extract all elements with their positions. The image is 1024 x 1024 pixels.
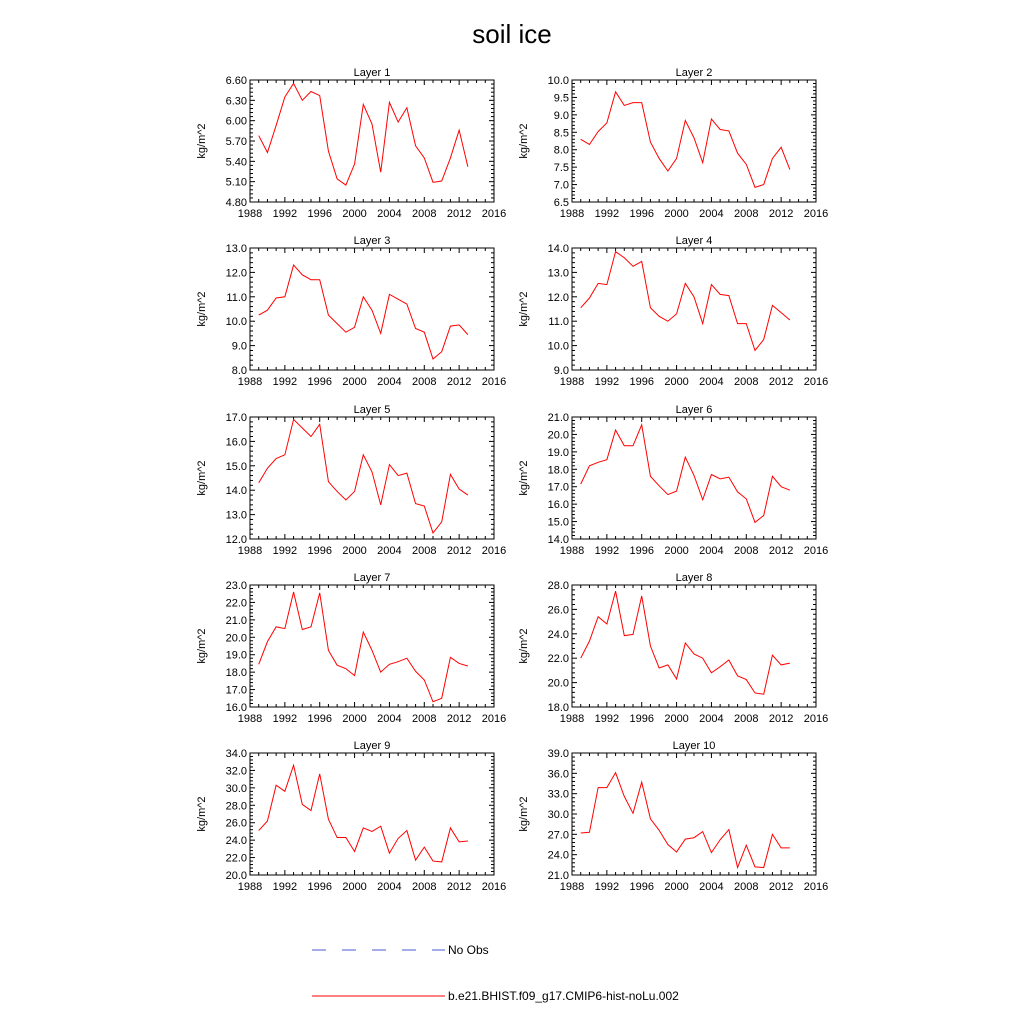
legend bbox=[312, 943, 679, 1003]
series-line-model-run bbox=[259, 83, 468, 185]
y-tick-label: 15.0 bbox=[547, 516, 569, 529]
x-tick-label: 1988 bbox=[237, 545, 263, 557]
x-tick-label: 2012 bbox=[768, 713, 794, 725]
series-line-model-run bbox=[581, 591, 790, 694]
y-tick-label: 17.0 bbox=[225, 684, 247, 697]
series-line-model-run bbox=[581, 92, 790, 188]
y-tick-label: 5.10 bbox=[225, 176, 247, 189]
plot-frame bbox=[250, 417, 494, 539]
x-tick-label: 2016 bbox=[803, 881, 829, 893]
y-tick-label: 16.0 bbox=[547, 499, 569, 512]
y-tick-label: 9.0 bbox=[553, 109, 569, 122]
y-tick-label: 15.0 bbox=[225, 460, 247, 473]
y-tick-label: 28.0 bbox=[547, 580, 569, 592]
x-tick-label: 2000 bbox=[342, 881, 367, 893]
series-line-model-run bbox=[581, 252, 790, 351]
x-tick-label: 2004 bbox=[377, 545, 402, 557]
panel-title: Layer 10 bbox=[672, 740, 716, 752]
x-tick-label: 1992 bbox=[594, 376, 620, 388]
panel-title: Layer 6 bbox=[675, 404, 713, 416]
x-tick-label: 1996 bbox=[307, 881, 332, 893]
series-line-model-run bbox=[581, 425, 790, 523]
y-tick-label: 33.0 bbox=[547, 788, 569, 801]
y-tick-label: 34.0 bbox=[225, 748, 247, 760]
panel-layer-4 bbox=[518, 235, 828, 388]
x-tick-label: 2012 bbox=[446, 376, 472, 388]
x-tick-label: 1988 bbox=[559, 208, 585, 220]
y-tick-label: 32.0 bbox=[225, 765, 247, 778]
x-tick-label: 1992 bbox=[594, 545, 620, 557]
y-axis-label: kg/m^2 bbox=[518, 796, 530, 832]
x-tick-label: 2000 bbox=[664, 713, 689, 725]
plot-frame bbox=[250, 585, 494, 707]
x-tick-label: 2004 bbox=[699, 208, 724, 220]
x-tick-label: 2016 bbox=[803, 713, 829, 725]
y-tick-label: 23.0 bbox=[225, 580, 247, 592]
x-tick-label: 2008 bbox=[734, 881, 759, 893]
series-line-model-run bbox=[259, 265, 468, 359]
x-tick-label: 2012 bbox=[768, 208, 794, 220]
y-tick-label: 22.0 bbox=[225, 597, 247, 610]
y-tick-label: 22.0 bbox=[547, 653, 569, 666]
x-tick-label: 2004 bbox=[377, 713, 402, 725]
plot-frame bbox=[572, 80, 816, 202]
x-tick-label: 1988 bbox=[559, 545, 585, 557]
panel-layer-3 bbox=[196, 235, 506, 388]
y-tick-label: 13.0 bbox=[225, 243, 247, 255]
x-tick-label: 1992 bbox=[272, 376, 298, 388]
y-tick-label: 20.0 bbox=[225, 870, 247, 882]
y-tick-label: 19.0 bbox=[225, 649, 247, 662]
x-tick-label: 2008 bbox=[412, 208, 437, 220]
series-line-model-run bbox=[259, 419, 468, 532]
x-tick-label: 2000 bbox=[342, 713, 367, 725]
y-tick-label: 6.00 bbox=[225, 115, 247, 128]
x-tick-label: 1988 bbox=[237, 208, 263, 220]
panel-layer-1 bbox=[196, 67, 506, 220]
x-tick-label: 2000 bbox=[664, 208, 689, 220]
x-tick-label: 1988 bbox=[237, 713, 263, 725]
y-tick-label: 9.0 bbox=[553, 365, 569, 377]
y-tick-label: 9.5 bbox=[553, 92, 569, 105]
x-tick-label: 1992 bbox=[594, 208, 620, 220]
y-tick-label: 7.0 bbox=[553, 179, 569, 192]
y-tick-label: 26.0 bbox=[225, 817, 247, 830]
panel-layer-7 bbox=[196, 572, 506, 725]
x-tick-label: 1992 bbox=[272, 208, 298, 220]
y-tick-label: 14.0 bbox=[225, 485, 247, 498]
x-tick-label: 2000 bbox=[342, 376, 367, 388]
y-tick-label: 21.0 bbox=[225, 614, 247, 627]
panel-title: Layer 5 bbox=[353, 404, 391, 416]
plot-frame bbox=[250, 753, 494, 875]
panel-title: Layer 9 bbox=[353, 740, 391, 752]
y-tick-label: 18.0 bbox=[225, 667, 247, 680]
y-tick-label: 14.0 bbox=[547, 534, 569, 546]
x-tick-label: 2004 bbox=[699, 545, 724, 557]
x-tick-label: 2016 bbox=[803, 208, 829, 220]
y-tick-label: 5.70 bbox=[225, 136, 247, 148]
y-axis-label: kg/m^2 bbox=[518, 628, 530, 664]
y-tick-label: 18.0 bbox=[547, 464, 569, 477]
x-tick-label: 1988 bbox=[559, 376, 585, 388]
y-axis-label: kg/m^2 bbox=[518, 460, 530, 496]
y-tick-label: 5.40 bbox=[225, 156, 247, 169]
x-tick-label: 2008 bbox=[734, 713, 759, 725]
y-tick-label: 4.80 bbox=[225, 197, 247, 209]
y-tick-label: 24.0 bbox=[547, 628, 569, 641]
y-tick-label: 8.0 bbox=[553, 144, 569, 157]
y-tick-label: 16.0 bbox=[225, 702, 247, 714]
y-tick-label: 8.0 bbox=[231, 365, 247, 377]
x-tick-label: 2008 bbox=[412, 881, 437, 893]
y-tick-label: 24.0 bbox=[547, 849, 569, 862]
x-tick-label: 1988 bbox=[559, 881, 585, 893]
x-tick-label: 1992 bbox=[272, 881, 298, 893]
y-tick-label: 30.0 bbox=[225, 782, 247, 795]
y-tick-label: 12.0 bbox=[225, 267, 247, 280]
y-tick-label: 20.0 bbox=[225, 632, 247, 645]
series-line-model-run bbox=[259, 592, 468, 702]
y-tick-label: 10.0 bbox=[225, 316, 247, 329]
y-tick-label: 39.0 bbox=[547, 748, 569, 760]
panel-title: Layer 7 bbox=[353, 572, 391, 584]
x-tick-label: 2008 bbox=[412, 376, 437, 388]
x-tick-label: 2016 bbox=[803, 376, 829, 388]
y-tick-label: 17.0 bbox=[547, 481, 569, 494]
x-tick-label: 2000 bbox=[342, 208, 367, 220]
x-tick-label: 1996 bbox=[307, 545, 332, 557]
figure-title: soil ice bbox=[472, 19, 552, 49]
panel-layer-5 bbox=[196, 404, 506, 557]
x-tick-label: 1996 bbox=[629, 208, 654, 220]
x-tick-label: 2016 bbox=[481, 376, 507, 388]
x-tick-label: 1996 bbox=[629, 545, 654, 557]
x-tick-label: 2012 bbox=[446, 545, 472, 557]
panel-layer-8 bbox=[518, 572, 828, 725]
x-tick-label: 2012 bbox=[768, 376, 794, 388]
y-tick-label: 6.5 bbox=[553, 197, 569, 209]
y-tick-label: 7.5 bbox=[553, 162, 569, 175]
x-tick-label: 2004 bbox=[699, 376, 724, 388]
plot-frame bbox=[572, 585, 816, 707]
x-tick-label: 1996 bbox=[629, 713, 654, 725]
panel-layer-2 bbox=[518, 67, 828, 220]
plot-frame bbox=[572, 417, 816, 539]
y-tick-label: 21.0 bbox=[547, 870, 569, 882]
x-tick-label: 2000 bbox=[342, 545, 367, 557]
panel-title: Layer 3 bbox=[353, 235, 391, 247]
x-tick-label: 2008 bbox=[412, 713, 437, 725]
x-tick-label: 2012 bbox=[446, 713, 472, 725]
legend-label-model-run: b.e21.BHIST.f09_g17.CMIP6-hist-noLu.002 bbox=[448, 989, 679, 1003]
y-tick-label: 12.0 bbox=[225, 534, 247, 546]
x-tick-label: 2012 bbox=[768, 881, 794, 893]
x-tick-label: 2012 bbox=[446, 208, 472, 220]
x-tick-label: 2016 bbox=[481, 208, 507, 220]
y-tick-label: 13.0 bbox=[225, 509, 247, 522]
panel-title: Layer 2 bbox=[675, 67, 713, 79]
y-tick-label: 10.0 bbox=[547, 340, 569, 353]
y-tick-label: 10.0 bbox=[547, 75, 569, 87]
y-tick-label: 11.0 bbox=[548, 316, 569, 329]
x-tick-label: 1992 bbox=[272, 545, 298, 557]
y-axis-label: kg/m^2 bbox=[196, 628, 208, 664]
x-tick-label: 2004 bbox=[377, 208, 402, 220]
y-tick-label: 28.0 bbox=[225, 800, 247, 813]
x-tick-label: 2000 bbox=[664, 376, 689, 388]
legend-label-no-obs: No Obs bbox=[448, 943, 489, 957]
y-tick-label: 21.0 bbox=[547, 412, 569, 424]
panel-layer-9 bbox=[196, 740, 506, 893]
x-tick-label: 1992 bbox=[594, 881, 620, 893]
y-tick-label: 16.0 bbox=[225, 436, 247, 449]
x-tick-label: 2000 bbox=[664, 545, 689, 557]
x-tick-label: 2016 bbox=[481, 545, 507, 557]
x-tick-label: 2008 bbox=[412, 545, 437, 557]
plot-frame bbox=[572, 248, 816, 370]
y-tick-label: 18.0 bbox=[547, 702, 569, 714]
y-tick-label: 6.30 bbox=[225, 95, 247, 108]
x-tick-label: 2004 bbox=[699, 881, 724, 893]
x-tick-label: 2004 bbox=[377, 881, 402, 893]
plot-frame bbox=[572, 753, 816, 875]
plot-frame bbox=[250, 80, 494, 202]
y-tick-label: 36.0 bbox=[547, 768, 569, 781]
x-tick-label: 2008 bbox=[734, 545, 759, 557]
x-tick-label: 2004 bbox=[699, 713, 724, 725]
y-tick-label: 17.0 bbox=[225, 412, 247, 424]
x-tick-label: 2012 bbox=[446, 881, 472, 893]
y-axis-label: kg/m^2 bbox=[518, 123, 530, 159]
x-tick-label: 1988 bbox=[237, 376, 263, 388]
panel-grid bbox=[196, 67, 828, 893]
y-axis-label: kg/m^2 bbox=[196, 796, 208, 832]
series-line-model-run bbox=[259, 765, 468, 862]
x-tick-label: 1996 bbox=[307, 713, 332, 725]
y-axis-label: kg/m^2 bbox=[196, 123, 208, 159]
x-tick-label: 2008 bbox=[734, 376, 759, 388]
panel-layer-6 bbox=[518, 404, 828, 557]
panel-title: Layer 4 bbox=[675, 235, 713, 247]
y-tick-label: 20.0 bbox=[547, 677, 569, 690]
panel-title: Layer 8 bbox=[675, 572, 713, 584]
x-tick-label: 2016 bbox=[803, 545, 829, 557]
x-tick-label: 2012 bbox=[768, 545, 794, 557]
y-tick-label: 20.0 bbox=[547, 429, 569, 442]
y-tick-label: 19.0 bbox=[547, 446, 569, 459]
x-tick-label: 1988 bbox=[559, 713, 585, 725]
y-tick-label: 14.0 bbox=[547, 243, 569, 255]
y-axis-label: kg/m^2 bbox=[196, 291, 208, 327]
y-tick-label: 11.0 bbox=[226, 291, 247, 304]
x-tick-label: 1996 bbox=[307, 208, 332, 220]
x-tick-label: 2016 bbox=[481, 713, 507, 725]
panel-layer-10 bbox=[518, 740, 828, 893]
y-tick-label: 30.0 bbox=[547, 809, 569, 821]
x-tick-label: 1988 bbox=[237, 881, 263, 893]
x-tick-label: 1996 bbox=[629, 881, 654, 893]
y-tick-label: 8.5 bbox=[553, 127, 569, 140]
plot-frame bbox=[250, 248, 494, 370]
y-tick-label: 6.60 bbox=[225, 75, 247, 87]
x-tick-label: 1996 bbox=[307, 376, 332, 388]
x-tick-label: 1992 bbox=[594, 713, 620, 725]
y-tick-label: 12.0 bbox=[547, 291, 569, 304]
y-axis-label: kg/m^2 bbox=[196, 460, 208, 496]
x-tick-label: 2016 bbox=[481, 881, 507, 893]
x-tick-label: 1996 bbox=[629, 376, 654, 388]
series-line-model-run bbox=[581, 773, 790, 868]
y-axis-label: kg/m^2 bbox=[518, 291, 530, 327]
y-tick-label: 26.0 bbox=[547, 604, 569, 617]
x-tick-label: 1992 bbox=[272, 713, 298, 725]
panel-title: Layer 1 bbox=[353, 67, 391, 79]
y-tick-label: 27.0 bbox=[547, 829, 569, 842]
x-tick-label: 2000 bbox=[664, 881, 689, 893]
y-tick-label: 24.0 bbox=[225, 835, 247, 848]
y-tick-label: 22.0 bbox=[225, 852, 247, 865]
y-tick-label: 9.0 bbox=[231, 340, 247, 353]
y-tick-label: 13.0 bbox=[547, 267, 569, 280]
x-tick-label: 2008 bbox=[734, 208, 759, 220]
x-tick-label: 2004 bbox=[377, 376, 402, 388]
